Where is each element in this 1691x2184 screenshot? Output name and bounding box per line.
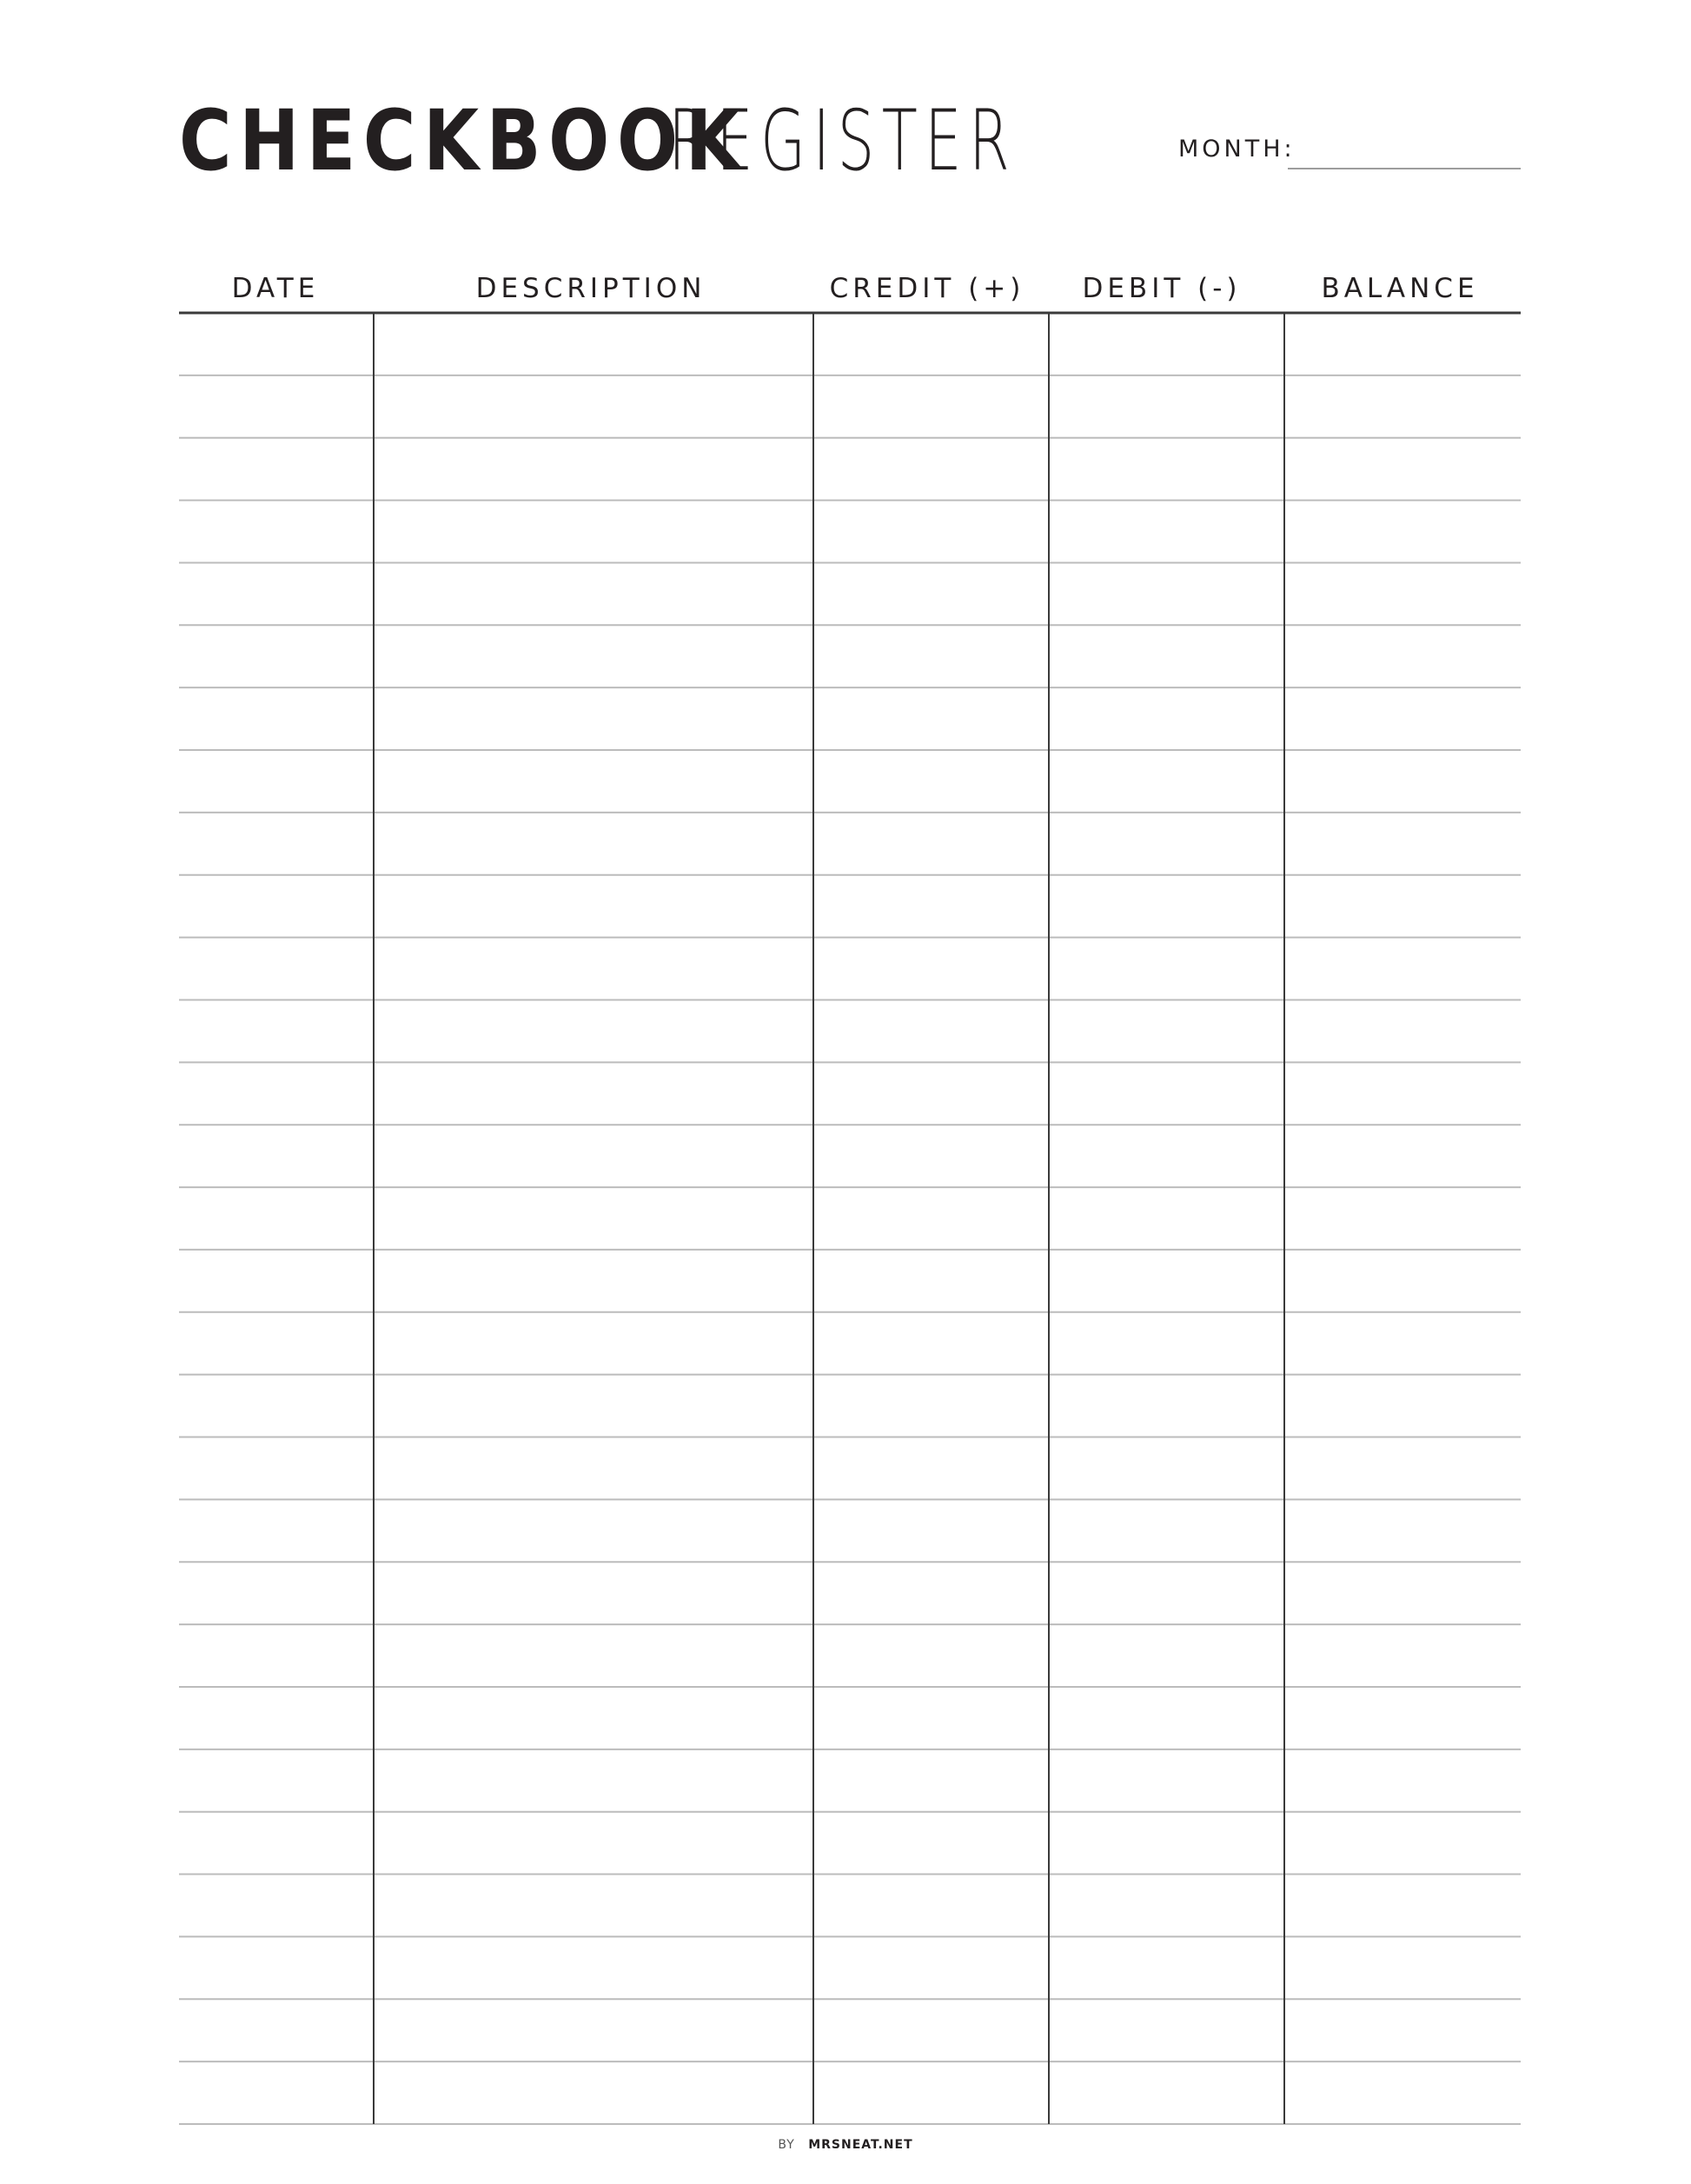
title-light: REGISTER	[668, 92, 1018, 189]
column-header-date: DATE	[231, 273, 320, 304]
title-bold: CHECKBOOK	[179, 92, 749, 189]
column-header-description: DESCRIPTION	[475, 273, 706, 304]
page-title	[179, 92, 1018, 189]
column-header-balance: BALANCE	[1321, 273, 1479, 304]
footer-by: BY	[778, 2138, 795, 2152]
column-header-debit: DEBIT (-)	[1082, 273, 1242, 304]
month-input-line[interactable]	[1288, 168, 1521, 169]
footer	[0, 2136, 1691, 2154]
month-label: MONTH:	[1178, 136, 1296, 163]
row-rules	[179, 375, 1521, 2124]
column-rules	[374, 313, 1284, 2124]
column-header-credit: CREDIT (+)	[829, 273, 1025, 304]
footer-site: MRSNEAT.NET	[808, 2138, 913, 2152]
